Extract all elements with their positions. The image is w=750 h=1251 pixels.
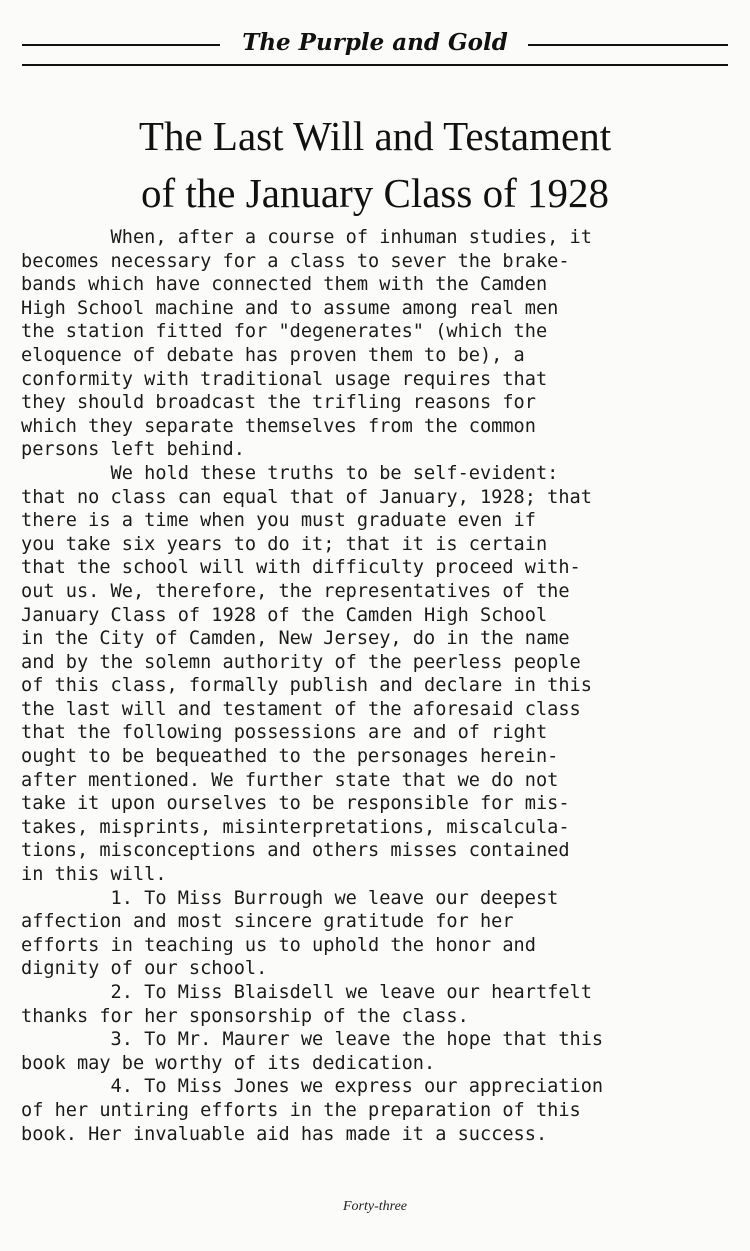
body-line: affection and most sincere gratitude for her xyxy=(21,911,514,933)
body-line: after mentioned. We further state that we do not xyxy=(21,769,559,791)
body-line: 2. To Miss Blaisdell we leave our heartfelt xyxy=(21,982,592,1003)
body-line: We hold these truths to be self-evident: xyxy=(21,462,559,484)
body-line: of her untiring efforts in the preparation of this xyxy=(21,1099,581,1121)
body-line: you take six years to do it; that it is certain xyxy=(21,533,548,555)
body-line: and by the solemn authority of the peerless people xyxy=(21,651,581,673)
title-line-1: The Last Will and Testament xyxy=(138,113,612,159)
body-line: tions, misconceptions and others misses contained xyxy=(21,840,570,862)
body-line: becomes necessary for a class to sever the brake- xyxy=(21,250,570,272)
body-line: there is a time when you must graduate even if xyxy=(21,510,536,532)
header-rule-bottom xyxy=(22,64,728,66)
body-line: When, after a course of inhuman studies, it xyxy=(21,227,592,248)
body-line: bands which have connected them with the Camden xyxy=(21,274,548,296)
running-header xyxy=(22,26,728,66)
body-line: in this will. xyxy=(21,864,167,886)
body-line: conformity with traditional usage requires that xyxy=(21,368,548,390)
body-text xyxy=(21,226,727,1146)
body-line: January Class of 1928 of the Camden High School xyxy=(21,604,548,626)
body-line: takes, misprints, misinterpretations, miscalcula- xyxy=(21,816,570,838)
body-line: eloquence of debate has proven them to be), a xyxy=(21,344,525,366)
body-line: in the City of Camden, New Jersey, do in the name xyxy=(21,628,570,650)
body-line: the station fitted for "degenerates" (which the xyxy=(21,321,548,343)
title-line-2: of the January Class of 1928 xyxy=(141,170,609,216)
body-line: that the following possessions are and of right xyxy=(21,722,548,744)
body-line: out us. We, therefore, the representatives of the xyxy=(21,580,570,602)
document-title xyxy=(0,108,750,222)
body-line: efforts in teaching us to uphold the honor and xyxy=(21,934,536,956)
body-line: that the school will with difficulty proceed with- xyxy=(21,557,581,579)
body-line: dignity of our school. xyxy=(21,958,268,980)
body-line: 1. To Miss Burrough we leave our deepest xyxy=(21,887,559,909)
body-line: High School machine and to assume among real men xyxy=(21,297,559,319)
body-line: thanks for her sponsorship of the class. xyxy=(21,1005,469,1027)
body-line: the last will and testament of the aforesaid class xyxy=(21,698,581,720)
body-line: ought to be bequeathed to the personages herein- xyxy=(21,746,559,768)
header-rule-left xyxy=(22,44,220,46)
body-line: 4. To Miss Jones we express our appreciation xyxy=(21,1076,604,1098)
body-line: which they separate themselves from the common xyxy=(21,415,536,437)
body-line: book. Her invaluable aid has made it a success. xyxy=(21,1123,548,1145)
body-line: persons left behind. xyxy=(21,439,245,461)
body-line: they should broadcast the trifling reasons for xyxy=(21,392,536,414)
header-rule-right xyxy=(528,44,728,46)
body-line: that no class can equal that of January, 1928; that xyxy=(21,486,592,508)
body-line: 3. To Mr. Maurer we leave the hope that this xyxy=(21,1029,604,1051)
body-line: book may be worthy of its dedication. xyxy=(21,1052,436,1074)
body-line: of this class, formally publish and declare in this xyxy=(21,675,592,697)
page-number: Forty-three xyxy=(342,1199,407,1214)
body-line: take it upon ourselves to be responsible for mis- xyxy=(21,793,570,815)
running-head-title: The Purple and Gold xyxy=(242,29,508,56)
